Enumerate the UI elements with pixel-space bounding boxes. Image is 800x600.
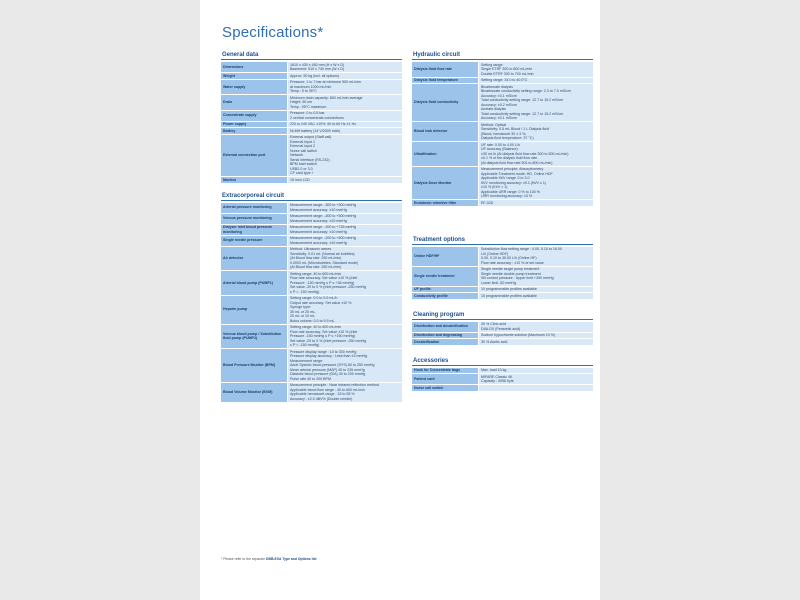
spec-value-line: ±0.1 % of the dialysis fluid flow rate	[481, 156, 538, 160]
spec-row	[221, 225, 402, 235]
spec-row	[412, 267, 593, 286]
spec-value-line: 10 programmable profiles available	[481, 293, 537, 298]
spec-value-line: Substitution flow setting range : 0.00, 0.10 to 18.00	[481, 247, 562, 251]
spec-value-line	[481, 386, 591, 391]
spec-value-line: Syringe type:	[290, 305, 311, 309]
spec-row	[221, 271, 402, 295]
spec-label: Dimensions	[221, 62, 287, 72]
spec-value-line: Measurement range: -300 to +300 mmHg	[290, 203, 357, 207]
spec-value-line: at maximum 1000 mL/min	[290, 84, 332, 89]
spec-label: Ultrafiltration	[412, 142, 478, 166]
spec-value-line: Measurement range:	[290, 358, 324, 363]
right-column	[412, 52, 593, 392]
spec-row	[221, 296, 402, 324]
spec-value-line: Accuracy: ±0.1 mS/cm	[481, 116, 517, 120]
spec-value-line: Single ETRF 300 to 800 mL/min	[481, 67, 533, 71]
spec-value-line: Kt/V monitoring accuracy: ±0.1 (Kt/V ≤ 1)	[481, 180, 547, 185]
spec-row	[412, 78, 593, 84]
spec-row	[221, 325, 402, 349]
spec-label: Blood leak detector	[412, 122, 478, 141]
spec-value-line: Network	[290, 153, 304, 157]
spec-value-line: Applicable hematocrit range : 15 to 55 %	[290, 392, 355, 396]
spec-value-line: L/h (Online HDF)	[481, 251, 509, 256]
spec-label: Dialysis fluid conductivity	[412, 84, 478, 121]
spec-row	[221, 122, 402, 128]
spec-label: Disinfection and degreasing	[412, 333, 478, 339]
spec-label: Venous blood pump / Substitution fluid pump (PUMP2)	[221, 325, 287, 349]
spec-row	[412, 84, 593, 121]
spec-value-line: Bicarbonate dialysis	[481, 84, 513, 89]
footnote-text: * Please refer to the separate	[221, 557, 267, 561]
spec-value-line: ≤ P < -150 mmHg)	[290, 289, 320, 294]
spec-value-line: ±10 % (Kt/V > 1)	[481, 185, 508, 189]
spec-label: Dialysis Dose Monitor	[412, 167, 478, 200]
spec-value	[478, 339, 593, 345]
section-title: Treatment options	[412, 237, 593, 245]
spec-row	[221, 214, 402, 224]
spec-value	[287, 296, 402, 324]
spec-sheet	[200, 0, 600, 600]
spec-value-line: Adult Systolic blood pressure (SYS) 60 to 250 mmHg	[290, 363, 375, 367]
spec-label: Disinfection and decalcification	[412, 322, 478, 332]
spec-label: Power supply	[221, 122, 287, 128]
spec-row	[412, 247, 593, 266]
spec-row	[221, 73, 402, 79]
spec-value	[478, 368, 593, 374]
spec-value	[287, 135, 402, 177]
spec-value-line: Lower limit -50 mmHg	[481, 280, 516, 285]
spec-label: Single needle treatment	[412, 267, 478, 286]
spec-value	[478, 167, 593, 200]
spec-value-line: Output rate accuracy: Set value ±10 %	[290, 300, 352, 305]
spec-value-line: Method: Optical	[481, 122, 507, 127]
spec-row	[412, 385, 593, 391]
spec-table	[412, 321, 593, 346]
spec-value-line: Basement: 510 x 740 mm (W x D)	[290, 67, 345, 71]
spec-value-line: Accuracy: ±0.2 mS/cm	[481, 102, 517, 107]
spec-value-line: Nurse call switch	[290, 148, 317, 153]
spec-row	[412, 142, 593, 166]
spec-value-line: Bicarbonate conductivity setting range: 2.3 to 7.0 mS/cm	[481, 89, 571, 93]
spec-value-line: 15 inch LCD	[290, 177, 310, 182]
spec-row	[412, 122, 593, 141]
section-cleaning-program	[412, 312, 593, 346]
spec-value-line: Applicable Kt/V range: 0 to 3.0	[481, 176, 530, 180]
spec-value	[287, 128, 402, 134]
spec-value	[287, 80, 402, 95]
spec-value	[287, 122, 402, 128]
spec-row	[221, 95, 402, 110]
spec-value-line: 30 % Citric acid	[481, 322, 506, 326]
section-hydraulic-circuit	[412, 52, 593, 207]
spec-value-line: Pulse rate 40 to 200 BPM	[290, 376, 331, 381]
spec-value-line: Applicable blood flow range : 40 to 600 mL/min	[290, 387, 365, 392]
spec-label: UF profile	[412, 287, 478, 293]
spec-value	[478, 200, 593, 206]
spec-value-line: Set value -20 to 0 % (Inlet pressure -250 mmHg	[290, 285, 367, 289]
spec-value	[478, 293, 593, 299]
spec-value-line: Height: 50 cm	[290, 100, 313, 104]
spec-value-line: Measurement accuracy: ±10 mmHg	[290, 229, 347, 234]
spec-label: Monitor	[221, 177, 287, 183]
spec-value	[287, 349, 402, 382]
spec-label: Decalcification	[412, 339, 478, 345]
spec-row	[221, 177, 402, 183]
spec-label: Endotoxin retentive filter	[412, 200, 478, 206]
spec-value	[478, 333, 593, 339]
spec-label: Arterial pressure monitoring	[221, 203, 287, 213]
spec-value-line: Pressure: 1 to 7 bar at minimum 900 mL/min	[290, 80, 361, 84]
spec-row	[221, 236, 402, 246]
spec-value-line: (Blood, hematocrit 30 ± 3 %,	[481, 131, 527, 136]
spec-row	[221, 135, 402, 177]
footnote	[221, 557, 317, 561]
spec-value-line: MIFARE Classic 4K	[481, 374, 513, 379]
spec-value-line: Total conductivity setting range: 12.7 to 15.2 mS/cm	[481, 111, 564, 116]
section-title: Hydraulic circuit	[412, 52, 593, 60]
spec-value-line: Applicable Treatment mode: HD, Online HDF	[481, 171, 553, 176]
spec-value-line: Measurement accuracy: ±10 mmHg	[290, 207, 347, 212]
spec-value-line: Method: Ultrasonic waves	[290, 247, 332, 251]
spec-value-line: Measurement accuracy: ±10 mmHg	[290, 218, 347, 223]
spec-value-line: BPM start switch	[290, 162, 317, 166]
spec-value-line: Accuracy : ±2.0 dBV% (Double needle)	[290, 396, 353, 401]
spec-value-line: Measurement range: -300 to +725 mmHg	[290, 225, 357, 229]
spec-value	[478, 287, 593, 293]
footnote-reference: DBB-EXA Type and Options list	[266, 557, 317, 561]
spec-value	[287, 383, 402, 402]
spec-row	[412, 368, 593, 374]
spec-row	[221, 111, 402, 121]
spec-value-line: Single needle double pump treatment	[481, 271, 541, 276]
spec-value-line: (At Blood flow rate: 250 mL/min)	[290, 265, 342, 269]
spec-label: Battery	[221, 128, 287, 134]
spec-value-line: Pressure display accuracy : Less than ±3 mmHg	[290, 354, 368, 358]
spec-value	[478, 322, 593, 332]
spec-value-line: Measurement principle : Near infrared reflection method	[290, 383, 379, 387]
spec-row	[221, 203, 402, 213]
section-extracorporeal-circuit	[221, 193, 402, 403]
spec-value	[287, 225, 402, 235]
spec-value	[478, 142, 593, 166]
spec-value	[287, 203, 402, 213]
spec-value	[287, 177, 402, 183]
spec-value-line: Accuracy: ±0.1 mS/cm	[481, 93, 517, 98]
spec-value-line: 2 central concentrate connections	[290, 115, 344, 120]
spec-row	[412, 339, 593, 345]
spec-value-line: 220 to 240 VAC ±10%, 50 to 60 Hz ±1 Hz	[290, 122, 357, 126]
spec-value-line: 0.0003 mL (Microbubbles: Standard mode)	[290, 260, 359, 265]
spec-value	[478, 122, 593, 141]
spec-row	[221, 128, 402, 134]
spec-value-line: Temp.: 95°C maximum	[290, 104, 327, 109]
spec-value	[287, 95, 402, 110]
spec-label: Arterial blood pump (PUMP1)	[221, 271, 287, 295]
section-accessories	[412, 358, 593, 392]
spec-label: External connection port	[221, 135, 287, 177]
spec-value	[287, 236, 402, 246]
spec-value-line: (At Blood flow rate: 250 mL/min)	[290, 256, 342, 260]
spec-value-line: UF accuracy (Balance):	[481, 147, 519, 151]
spec-value-line: External input 2	[290, 144, 315, 148]
spec-value-line: Set value -20 to 0 % (Inlet pressure -250 mmHg	[290, 338, 367, 343]
spec-value-line: Pressure: -150 mmHg ≤ P ≤ +36 mmHg)	[290, 280, 355, 285]
spec-row	[221, 349, 402, 382]
spec-label: Blood Pressure Monitor (BPM)	[221, 349, 287, 382]
spec-value-line: (At dialysis fluid flow rate 501 to 800 mL/min)	[481, 160, 553, 165]
spec-label: Heparin pump	[221, 296, 287, 324]
section-treatment-options	[412, 237, 593, 300]
spec-value-line: Flow rate accuracy: Set value ±10 % (Inlet	[290, 276, 358, 280]
spec-value-line: 20 mL or 10 mL	[290, 314, 316, 318]
spec-value-line: Capacity : 4096 byte	[481, 379, 514, 383]
section-general-data	[221, 52, 402, 184]
spec-value-line: DIALOX (Peracetic acid)	[481, 326, 521, 331]
spec-value-line: Flow rate accuracy : ±10 % of set value	[481, 260, 544, 265]
spec-value	[287, 325, 402, 349]
spec-value	[478, 84, 593, 121]
spec-table	[412, 61, 593, 207]
spec-value-line: Acetate dialysis	[481, 107, 506, 111]
spec-value-line: Serial interface (RS-232)	[290, 157, 330, 162]
spec-label: Dialyzer inlet blood pressure monitoring	[221, 225, 287, 235]
spec-table	[412, 246, 593, 300]
spec-value-line: CF card type I	[290, 171, 313, 175]
spec-label: Drain	[221, 95, 287, 110]
spec-value	[287, 214, 402, 224]
spec-value-line: Double ETRF 300 to 700 mL/min	[481, 71, 534, 76]
spec-value-line: ±30 mL/h (At dialysis fluid flow rate 300 to 500 mL/min)	[481, 151, 569, 156]
spec-value-line: Applicable URR range: 0 % to 100 %	[481, 189, 540, 194]
spec-value-line: SN control pressure : Upper limit +390 mmHg	[481, 276, 554, 280]
section-title: Accessories	[412, 358, 593, 366]
left-column	[221, 52, 402, 403]
spec-value	[287, 73, 402, 79]
spec-row	[412, 293, 593, 299]
spec-label: Water supply	[221, 80, 287, 95]
spec-value-line: Setting range: 40 to 600 mL/min	[290, 325, 342, 329]
spec-row	[412, 200, 593, 206]
spec-row	[412, 333, 593, 339]
spec-value-line: External output (Staff call)	[290, 135, 332, 139]
spec-value-line: 30 % Acetic acid	[481, 339, 508, 344]
spec-value-line: Single needle single pump treatment	[481, 267, 540, 271]
spec-row	[412, 62, 593, 77]
spec-table	[221, 202, 402, 403]
spec-value-line: Pressure -150 mmHg ≤ P ≤ +150 mmHg)	[290, 334, 356, 338]
spec-value-line: Sensitivity: 0.5 mL Blood / 1 L Dialysis fluid	[481, 127, 550, 131]
spec-label: Dialysis fluid flow rate	[412, 62, 478, 77]
spec-label: Conductivity profile	[412, 293, 478, 299]
spec-value-line: Measurement accuracy: ±10 mmHg	[290, 240, 347, 245]
spec-label: Venous pressure monitoring	[221, 214, 287, 224]
spec-value	[287, 247, 402, 271]
spec-value-line: Setting range: 40 to 600 mL/min	[290, 271, 342, 276]
spec-label: Nurse call switch	[412, 385, 478, 391]
spec-value	[287, 62, 402, 72]
spec-value-line: Setting range: 34.0 to 40.0°C	[481, 78, 528, 82]
spec-label: Online HDF/HF	[412, 247, 478, 266]
spec-value-line: Setting range: 0.0 to 9.9 mL/h	[290, 296, 338, 300]
spec-value-line: Measurement range: -300 to +500 mmHg	[290, 214, 357, 218]
spec-value-line: Approx. 90 kg (incl. all options)	[290, 73, 340, 78]
spec-value-line: Sodium hypochlorite solution (Maximum 10 %)	[481, 333, 556, 337]
spec-value-line: Pressure: 0 to 0.5 bar	[290, 111, 325, 115]
spec-value	[478, 78, 593, 84]
spec-value-line: Flow rate accuracy: Set value ±10 % (Inlet	[290, 329, 358, 334]
spec-value-line: Setting range:	[481, 62, 504, 67]
spec-value	[478, 62, 593, 77]
spec-value	[478, 267, 593, 286]
spec-value-line: Minimum drain capacity: 800 mL/min average	[290, 95, 363, 100]
spec-row	[221, 62, 402, 72]
spec-table	[412, 367, 593, 392]
spec-value-line: 0.00, 0.10 to 30.00 L/h (Online HF)	[481, 256, 537, 260]
spec-value-line: ≤ P < -150 mmHg)	[290, 343, 320, 347]
spec-value	[478, 374, 593, 384]
spec-row	[412, 287, 593, 293]
spec-value-line: 30 mL or 20 mL,	[290, 309, 317, 314]
spec-value-line: Max. load 10 kg	[481, 368, 507, 372]
spec-value	[478, 247, 593, 266]
spec-table	[221, 61, 402, 184]
spec-value	[478, 385, 593, 391]
spec-label: Blood Volume Monitor (BVM)	[221, 383, 287, 402]
page-title: Specifications*	[222, 24, 324, 41]
spec-value	[287, 271, 402, 295]
spec-label: Single needle pressure	[221, 236, 287, 246]
spec-value-line: Measurement range: -200 to +500 mmHg	[290, 236, 357, 240]
spec-value-line: USB2.0 or 3.0	[290, 166, 313, 171]
spec-label: Hook for Concentrate bags	[412, 368, 478, 374]
spec-label: Weight	[221, 73, 287, 79]
spec-value-line: Bolus volume: 0.0 to 9.9 mL	[290, 318, 335, 323]
spec-value-line: EF-02D	[481, 200, 494, 205]
spec-value-line: Total conductivity setting range: 12.7 to 15.2 mS/cm	[481, 98, 564, 102]
spec-value-line: 10 programmable profiles available	[481, 287, 537, 291]
spec-row	[221, 247, 402, 271]
spec-value-line: External input 1	[290, 139, 315, 144]
spec-row	[412, 167, 593, 200]
spec-value	[287, 111, 402, 121]
section-title: Cleaning program	[412, 312, 593, 320]
spec-value-line: URR monitoring accuracy: ±3 %	[481, 194, 533, 198]
spec-value-line: Mean arterial pressure (MAP) 45 to 235 mmHg	[290, 367, 365, 372]
section-title: Extracorporeal circuit	[221, 193, 402, 201]
section-title: General data	[221, 52, 402, 60]
spec-row	[221, 383, 402, 402]
spec-value-line: Measurement principle: Absorptiometry	[481, 167, 544, 171]
spec-value-line: 1610 x 430 x 450 mm (H x W x D)	[290, 62, 345, 67]
spec-value-line: Diastolic blood pressure (DIA) 40 to 200 mmHg	[290, 372, 366, 376]
spec-value-line: Sensitivity: 0.01 mL (Normal air bubbles)	[290, 251, 355, 256]
spec-label: Dialysis fluid temperature	[412, 78, 478, 84]
spec-value-line: Temp.: 5 to 35°C	[290, 89, 317, 93]
spec-row	[221, 80, 402, 95]
spec-label: Concentrate supply	[221, 111, 287, 121]
spec-label: Air detector	[221, 247, 287, 271]
spec-label: Patient card	[412, 374, 478, 384]
spec-row	[412, 374, 593, 384]
spec-row	[412, 322, 593, 332]
spec-value-line: Pressure display range : 10 to 300 mmHg	[290, 349, 357, 354]
spec-value-line: UF rate: 0.00 to 4.00 L/h	[481, 142, 520, 147]
spec-value-line: Dialysis fluid temperature: 37 °C)	[481, 136, 534, 140]
spec-value-line: Ni-MH battery (14 V/2000 mAh)	[290, 128, 341, 133]
